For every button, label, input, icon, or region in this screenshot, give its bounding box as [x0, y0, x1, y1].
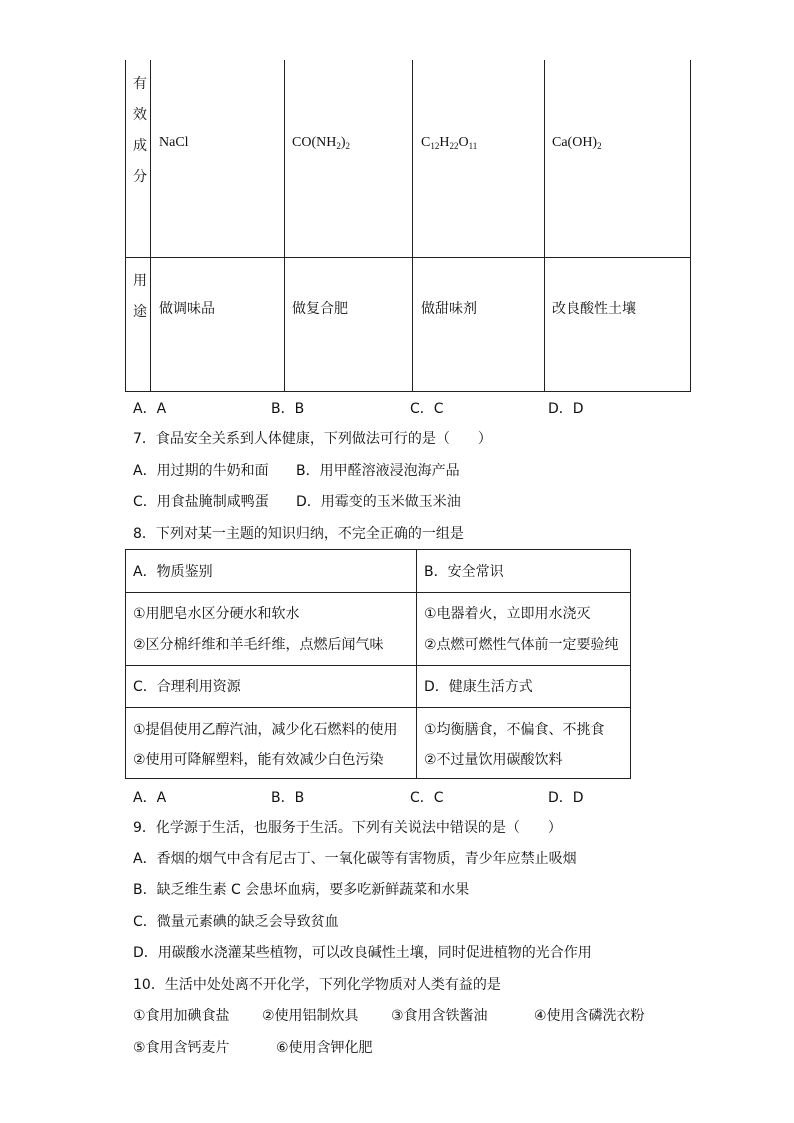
item: ①食用加碘食盐 [133, 1008, 230, 1024]
option-d[interactable]: D．D [548, 401, 584, 417]
formula-text: C [421, 135, 431, 150]
table-divider [284, 60, 285, 392]
formula-text: CO(NH [292, 135, 337, 150]
table-border-bottom [125, 391, 691, 392]
formula-subscript: 2 [597, 141, 602, 151]
item: ⑥使用含钾化肥 [276, 1040, 373, 1056]
formula-cell [159, 135, 189, 151]
option-a[interactable]: A．香烟的烟气中含有尼古丁、一氧化碳等有害物质，青少年应禁止吸烟 [133, 851, 577, 867]
option-a[interactable]: A．用过期的牛奶和面 [133, 463, 269, 479]
formula-text: NaCl [159, 135, 189, 150]
use-cell: 改良酸性土壤 [552, 301, 636, 317]
row-header-char: 成 [133, 138, 147, 154]
table-border-right [690, 60, 691, 392]
table-divider [412, 60, 413, 392]
cell-text: ②使用可降解塑料，能有效减少白色污染 [133, 752, 384, 768]
table-divider [150, 60, 151, 392]
cell-text: ①提倡使用乙醇汽油，减少化石燃料的使用 [133, 722, 398, 738]
question-stem: 10．生活中处处离不开化学，下列化学物质对人类有益的是 [133, 977, 501, 993]
use-cell: 做调味品 [159, 301, 215, 317]
option-c[interactable]: C．C [410, 401, 444, 417]
cell-d-title: D．健康生活方式 [424, 679, 533, 695]
table-divider [125, 257, 691, 258]
formula-text: H [439, 135, 450, 150]
use-cell: 做甜味剂 [421, 301, 477, 317]
question-stem: 7．食品安全关系到人体健康，下列做法可行的是（ ） [133, 431, 492, 447]
formula-cell [421, 135, 477, 151]
table-divider [544, 60, 545, 392]
option-c[interactable]: C．微量元素碘的缺乏会导致贫血 [133, 914, 339, 930]
table-border-left [125, 60, 126, 392]
cell-text: ②区分棉纤维和羊毛纤维，点燃后闻气味 [133, 637, 384, 653]
formula-subscript: 11 [468, 141, 478, 151]
table-divider [126, 592, 630, 593]
table-divider [126, 665, 630, 666]
row-header-char: 途 [133, 304, 147, 320]
cell-b-title: B．安全常识 [424, 564, 504, 580]
table-divider [126, 707, 630, 708]
table-divider [416, 550, 417, 778]
cell-a-title: A．物质鉴别 [133, 564, 213, 580]
row-header-char: 分 [133, 169, 147, 185]
cell-text: ①电器着火，立即用水浇灭 [424, 606, 591, 622]
formula-text: O [458, 135, 469, 150]
knowledge-table [125, 549, 631, 779]
row-header-char: 效 [133, 107, 147, 123]
option-c[interactable]: C．C [410, 790, 444, 806]
cell-text: ①用肥皂水区分硬水和软水 [133, 606, 300, 622]
formula-cell [552, 135, 602, 151]
option-d[interactable]: D．用霉变的玉米做玉米油 [296, 494, 461, 510]
option-b[interactable]: B．缺乏维生素 C 会患坏血病，要多吃新鲜蔬菜和水果 [133, 882, 470, 898]
formula-text: ) [340, 135, 346, 150]
item: ③食用含铁酱油 [391, 1008, 488, 1024]
formula-subscript: 2 [345, 141, 351, 151]
question-stem: 8．下列对某一主题的知识归纳，不完全正确的一组是 [133, 526, 464, 542]
row-header-char: 有 [133, 76, 147, 92]
option-a[interactable]: A．A [133, 790, 167, 806]
option-b[interactable]: B．B [271, 790, 305, 806]
formula-subscript: 12 [430, 141, 440, 151]
option-d[interactable]: D．D [548, 790, 584, 806]
formula-subscript: 22 [449, 141, 459, 151]
formula-text: Ca(OH) [552, 135, 598, 150]
row-header-char: 用 [133, 273, 147, 289]
option-b[interactable]: B．用甲醛溶液浸泡海产品 [296, 463, 460, 479]
option-c[interactable]: C．用食盐腌制咸鸭蛋 [133, 494, 269, 510]
formula-cell [292, 135, 350, 151]
item: ④使用含磷洗衣粉 [534, 1008, 645, 1024]
cell-text: ①均衡膳食，不偏食、不挑食 [424, 722, 605, 738]
cell-text: ②点燃可燃性气体前一定要验纯 [424, 637, 619, 653]
cell-c-title: C．合理利用资源 [133, 679, 241, 695]
item: ②使用铝制炊具 [262, 1008, 359, 1024]
formula-subscript: 2 [336, 141, 341, 151]
cell-text: ②不过量饮用碳酸饮料 [424, 752, 563, 768]
option-a[interactable]: A．A [133, 401, 167, 417]
option-b[interactable]: B．B [271, 401, 305, 417]
option-d[interactable]: D．用碳酸水浇灌某些植物，可以改良碱性土壤，同时促进植物的光合作用 [133, 945, 592, 961]
question-stem: 9．化学源于生活，也服务于生活。下列有关说法中错误的是（ ） [133, 820, 562, 836]
use-cell: 做复合肥 [292, 301, 348, 317]
item: ⑤食用含钙麦片 [133, 1040, 230, 1056]
